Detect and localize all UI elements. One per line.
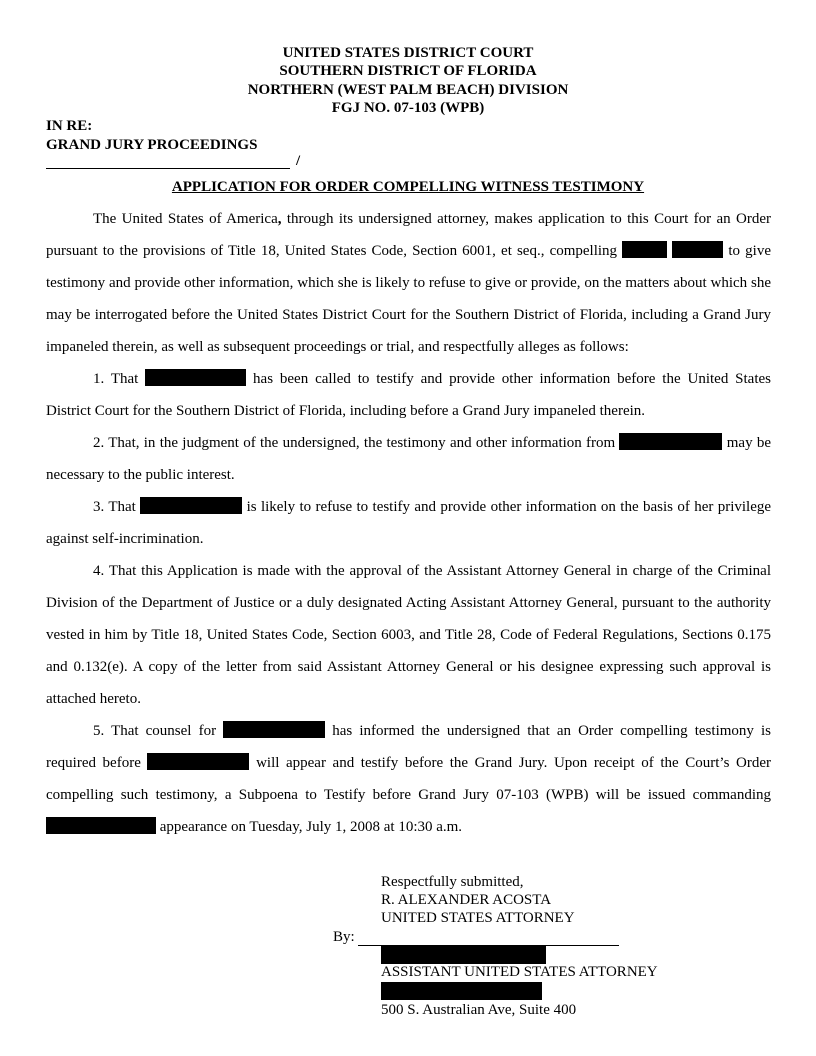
division-name: NORTHERN (WEST PALM BEACH) DIVISION [247, 81, 569, 98]
in-re-block [46, 117, 257, 154]
paragraph-5 [46, 715, 771, 843]
caption-slash: / [296, 153, 301, 169]
redaction-block [140, 497, 242, 514]
redaction-block [223, 721, 325, 738]
case-number: FGJ NO. 07-103 (WPB) [331, 99, 485, 116]
signature-closing: Respectfully submitted, [381, 874, 524, 890]
signature-block [381, 874, 658, 1020]
signature-spacer [381, 927, 658, 946]
caption-rule [46, 153, 300, 169]
intro-comma: , [277, 211, 287, 227]
district-name: SOUTHERN DISTRICT OF FLORIDA [279, 63, 537, 80]
court-caption [0, 44, 816, 117]
redaction-block [619, 433, 722, 450]
intro-text-d: to give testimony and provide other information, which she is likely to refuse to give or provide, on the matters about which she may be interrogated before the United States District Court for the Southern District of Florida, including a Grand Jury impaneled therein, as well as subsequent proceedings or trial, and respectfully alleges as follows: [46, 243, 771, 355]
court-name: UNITED STATES DISTRICT COURT [282, 45, 534, 61]
signer-office: UNITED STATES ATTORNEY [381, 909, 575, 926]
redaction-block [147, 753, 249, 770]
document-title: APPLICATION FOR ORDER COMPELLING WITNESS TESTIMONY [171, 179, 645, 195]
redaction-block [145, 369, 246, 386]
intro-text-a: The United States of America [93, 211, 278, 227]
para3-text-b: is likely to refuse to testify and provide other information on the basis of her privilege against self-incrimination. [46, 499, 772, 547]
paragraph-2 [46, 427, 771, 491]
para5-text-b: has informed the undersigned that an Order compelling testimony is required before [46, 723, 771, 771]
in-re-label: IN RE: [46, 118, 93, 134]
redaction-block [622, 241, 667, 258]
intro-text-c: through its undersigned attorney, makes application to this Court for an Order pursuant to the provisions of Title 18, United States Code, Section 6001, et seq., compelling [46, 211, 772, 259]
signer-name: R. ALEXANDER ACOSTA [381, 891, 552, 908]
para3-text-a: 3. That [93, 499, 136, 515]
redaction-block [46, 817, 156, 834]
redaction-block [381, 982, 542, 1000]
para5-text-d: appearance on Tuesday, July 1, 2008 at 10:30 a.m. [159, 819, 463, 835]
para1-text-b: has been called to testify and provide other information before the United States District Court for the Southern District of Florida, including before a Grand Jury impaneled therein. [46, 371, 772, 419]
para5-text-c: will appear and testify before the Grand Jury. Upon receipt of the Court’s Order compelling such testimony, a Subpoena to Testify before Grand Jury 07-103 (WPB) will be issued commanding [46, 755, 772, 803]
signer-role: ASSISTANT UNITED STATES ATTORNEY [381, 964, 658, 981]
matter-name: GRAND JURY PROCEEDINGS [46, 136, 258, 153]
redaction-block [672, 241, 723, 258]
intro-paragraph [46, 203, 771, 363]
caption-underline [46, 154, 290, 169]
para5-text-a: 5. That counsel for [93, 723, 217, 739]
paragraph-1 [46, 363, 771, 427]
para2-text-b: may be necessary to the public interest. [46, 435, 772, 483]
paragraph-3 [46, 491, 771, 555]
by-label: By: [333, 929, 355, 945]
para1-text-a: 1. That [93, 371, 139, 387]
paragraph-4: 4. That this Application is made with the approval of the Assistant Attorney General in charge of the Criminal Division of the Department of Justice or a duly designated Acting Assistant Attorney General, pursuant to the authority vested in him by Title 18, United States Code, Section 6003, and Title 28, Code of Federal Regulations, Sections 0.175 and 0.132(e). A copy of the letter from said Assistant Attorney General or his designee expressing such approval is attached hereto. [46, 563, 771, 707]
office-address: 500 S. Australian Ave, Suite 400 [381, 1002, 577, 1019]
para2-text-a: 2. That, in the judgment of the undersigned, the testimony and other information from [93, 435, 616, 451]
document-body [46, 203, 771, 843]
redaction-block [381, 946, 546, 964]
